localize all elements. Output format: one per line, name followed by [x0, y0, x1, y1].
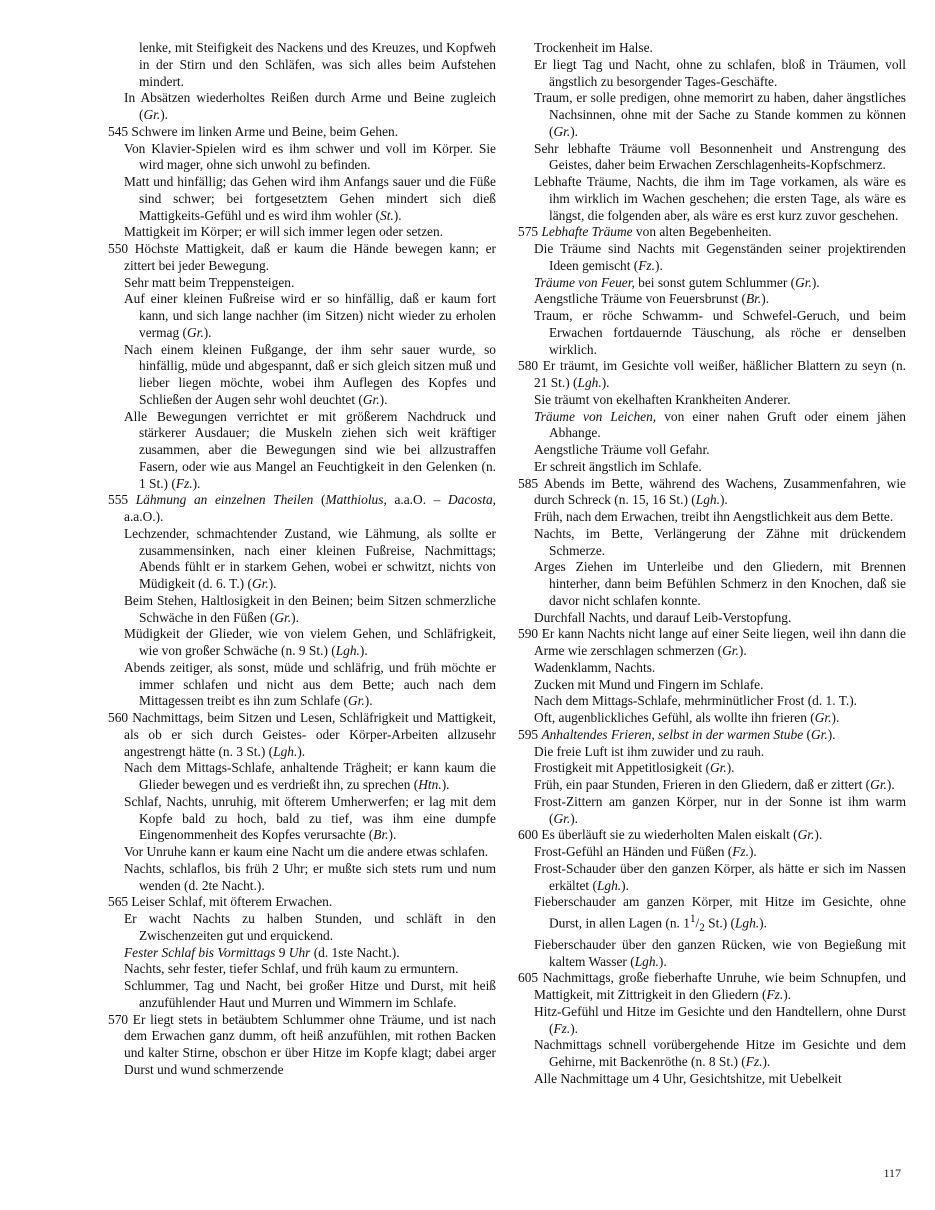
entry-text: Wadenklamm, Nachts. — [534, 659, 656, 675]
entry-text: Durchfall Nachts, und darauf Leib-Verstopfung. — [534, 609, 792, 625]
entry-text: Schlummer, Tag und Nacht, bei großer Hitze und Durst, mit heiß anzufühlender Haut und Murren und Wimmern im Schlafe. — [124, 978, 496, 1010]
entry-text: Sehr matt beim Treppensteigen. — [124, 274, 295, 290]
entry-text: Nachts, schlaflos, bis früh 2 Uhr; er mußte sich stets rum und num wenden (d. 2te Nacht.). — [124, 860, 496, 893]
entry-text: Trockenheit im Halse. — [534, 40, 653, 55]
entry-text: Frost-Zittern am ganzen Körper, nur in der Sonne ist ihm warm (Gr.). — [534, 793, 906, 826]
entry-text: Träume von Feuer, bei sonst gutem Schlummer (Gr.). — [534, 274, 820, 290]
entry-text: Traum, er röche Schwamm- und Schwefel-Geruch, und beim Erwachen fortdauernde Täuschung, als röche er denselben wirklich. — [534, 308, 906, 357]
numbered-entry: 580 Er träumt, im Gesichte voll weißer, häßlicher Blattern zu seyn (n. 21 St.) (Lgh.). — [518, 358, 906, 390]
entry-text: Er liegt Tag und Nacht, ohne zu schlafen, bloß in Träumen, voll ängstlich zu besorgender Tages-Geschäfte. — [534, 56, 906, 89]
entry-text: Aengstliche Träume von Feuersbrunst (Br.). — [534, 291, 770, 307]
entry-text: Von Klavier-Spielen wird es ihm schwer und voll im Körper. Sie wird mager, ohne sich unwohl zu befinden. — [124, 140, 496, 173]
entry-text: Nach dem Mittags-Schlafe, anhaltende Trägheit; er kann kaum die Glieder bewegen und es verdrießt ihn, zu sprechen (Htn.). — [124, 760, 496, 792]
numbered-entry: 550 Höchste Mattigkeit, daß er kaum die Hände bewegen kann; er zittert bei jeder Bewegung. — [108, 241, 496, 273]
numbered-entry: 570 Er liegt stets in betäubtem Schlummer ohne Träume, und ist nach dem Erwachen ganz dumm, oft heiß anzufühlen, mit rothen Backen und kalter Stirne, obschon er über Hitze im Kopfe klagt; dabei arger Durst und wund schmerzende — [108, 1011, 496, 1077]
entry-text: Arges Ziehen im Unterleibe und den Gliedern, mit Brennen hinterher, dann beim Befühlen Schmerz in den Knochen, daß sie davor nicht schlafen konnte. — [534, 559, 906, 608]
entry-text: Frostigkeit mit Appetitlosigkeit (Gr.). — [534, 760, 735, 776]
entry-text: Die Träume sind Nachts mit Gegenständen seiner projektirenden Ideen gemischt (Fz.). — [534, 241, 906, 273]
numbered-entry: 590 Er kann Nachts nicht lange auf einer Seite liegen, weil ihn dann die Arme wie zerschlagen schmerzen (Gr.). — [518, 626, 906, 658]
entry-text: Oft, augenblickliches Gefühl, als wollte ihn frieren (Gr.). — [534, 710, 840, 725]
entry-text: Frost-Schauder über den ganzen Körper, als hätte er sich im Nassen erkältet (Lgh.). — [534, 860, 906, 893]
entry-text: Beim Stehen, Haltlosigkeit in den Beinen; beim Sitzen schmerzliche Schwäche in den Füßen (Gr.). — [124, 592, 496, 625]
entry-text: Die freie Luft ist ihm zuwider und zu rauh. — [534, 743, 765, 759]
entry-text: Aengstliche Träume voll Gefahr. — [534, 442, 710, 457]
entry-text: Vor Unruhe kann er kaum eine Nacht um die andere etwas schlafen. — [124, 844, 489, 859]
entry-text: Alle Nachmittage um 4 Uhr, Gesichtshitze, mit Uebelkeit — [534, 1070, 842, 1086]
entry-text: Er schreit ängstlich im Schlafe. — [534, 458, 702, 474]
numbered-entry: 545 Schwere im linken Arme und Beine, beim Gehen. — [108, 123, 399, 139]
numbered-entry: 600 Es überläuft sie zu wiederholten Malen eiskalt (Gr.). — [518, 827, 823, 843]
entry-text: Hitz-Gefühl und Hitze im Gesichte und den Handtellern, ohne Durst (Fz.). — [534, 1003, 906, 1036]
numbered-entry: 595 Anhaltendes Frieren, selbst in der warmen Stube (Gr.). — [518, 726, 836, 742]
entry-text: Nach dem Mittags-Schlafe, mehrminütlicher Frost (d. 1. T.). — [534, 693, 858, 709]
entry-text: Fieberschauder am ganzen Körper, mit Hitze im Gesichte, ohne Durst, in allen Lagen (n. $1^1/_2$ St.) (Lgh.). — [534, 894, 906, 935]
entry-text: Zucken mit Mund und Fingern im Schlafe. — [534, 676, 764, 692]
entry-text: Auf einer kleinen Fußreise wird er so hinfällig, daß er kaum fort kann, und sich lange nachher (im Sitzen) nicht wieder zu erholen vermag (Gr.). — [124, 291, 496, 340]
entry-text: Nachts, im Bette, Verlängerung der Zähne mit drückendem Schmerze. — [534, 525, 906, 558]
entry-text: Nachts, sehr fester, tiefer Schlaf, und früh kaum zu ermuntern. — [124, 961, 459, 977]
numbered-entry: 555 Lähmung an einzelnen Theilen (Matthiolus, a.a.O. – Dacosta, a.a.O.). — [108, 492, 497, 524]
entry-text: Träume von Leichen, von einer nahen Gruft oder einem jähen Abhange. — [534, 408, 906, 441]
entry-text: Frost-Gefühl an Händen und Füßen (Fz.). — [534, 844, 757, 859]
entry-text: lenke, mit Steifigkeit des Nackens und des Kreuzes, und Kopfweh in der Stirn und den Schläfen, was sich alles beim Aufstehen mindert. — [139, 40, 496, 89]
numbered-entry: 565 Leiser Schlaf, mit öfterem Erwachen. — [108, 894, 333, 910]
entry-text: Früh, nach dem Erwachen, treibt ihn Aengstlichkeit aus dem Bette. — [534, 509, 894, 524]
entry-text: Müdigkeit der Glieder, wie von vielem Gehen, und Schläfrigkeit, wie von großer Schwäche (n. 9 St.) (Lgh.). — [124, 626, 496, 658]
entry-text: Fester Schlaf bis Vormittags 9 Uhr (d. 1ste Nacht.). — [124, 944, 400, 960]
entry-text: Er wacht Nachts zu halben Stunden, und schläft in den Zwischenzeiten gut und erquickend. — [124, 911, 496, 943]
entry-text: In Absätzen wiederholtes Reißen durch Arme und Beine zugleich (Gr.). — [124, 90, 496, 122]
numbered-entry: 575 Lebhafte Träume von alten Begebenheiten. — [518, 224, 772, 240]
numbered-entry: 585 Abends im Bette, während des Wachens, Zusammenfahren, wie durch Schreck (n. 15, 16 St.) (Lgh.). — [518, 475, 906, 508]
numbered-entry: 605 Nachmittags, große fieberhafte Unruhe, wie beim Schnupfen, und Mattigkeit, mit Zittrigkeit in den Gliedern (Fz.). — [518, 970, 906, 1003]
entry-text: Nach einem kleinen Fußgange, der ihm sehr sauer wurde, so hinfällig, müde und abgespannt, daß er sich gleich sitzen muß und lieber liegen möchte, wobei ihm Auflegen des Kopfes und Schließen der Augen sehr wohl deuchtet (Gr.). — [124, 341, 496, 407]
left-column — [108, 40, 496, 1079]
entry-text: Schlaf, Nachts, unruhig, mit öfterem Umherwerfen; er lag mit dem Kopfe bald zu hoch, bald zu tief, was ihm eine dumpfe Eingenommenheit des Kopfes verursachte (Br.). — [124, 793, 496, 843]
entry-text: Alle Bewegungen verrichtet er mit größerem Nachdruck und stärkerer Ausdauer; die Muskeln ziehen sich weit kräftiger zusammen, aber die Bewegungen sind wie bei allzustraffen Fasern, oder wie aus Mangel an Feuchtigkeit in den Gelenken (n. 1 St.) (Fz.). — [124, 408, 496, 491]
entry-text: Lebhafte Träume, Nachts, die ihm im Tage vorkamen, als wäre es ihm wirklich im Wachen geschehen; die ersten Tage, als wäre es längst, die folgenden aber, als wäre es erst kurz zuvor geschehen. — [534, 174, 906, 223]
entry-text: Sie träumt von ekelhaften Krankheiten Anderer. — [534, 391, 791, 407]
page-number: 117 — [883, 1166, 901, 1180]
entry-text: Sehr lebhafte Träume voll Besonnenheit und Anstrengung des Geistes, daher beim Erwachen Zerschlagenheits-Kopfschmerz. — [534, 140, 906, 173]
entry-text: Traum, er solle predigen, ohne memorirt zu haben, daher ängstliches Nachsinnen, ohne mit der Sache zu Stande kommen zu können (Gr.). — [534, 90, 906, 139]
entry-text: Matt und hinfällig; das Gehen wird ihm Anfangs sauer und die Füße sind schwer; bei fortgesetztem Gehen mindert sich dieß Mattigkeits-Gefühl und es wird ihm wohler (St.). — [124, 174, 496, 223]
entry-text: Früh, ein paar Stunden, Frieren in den Gliedern, daß er zittert (Gr.). — [534, 777, 895, 792]
numbered-entry: 560 Nachmittags, beim Sitzen und Lesen, Schläfrigkeit und Mattigkeit, als ob er sich durch Geistes- oder Körper-Arbeiten allzusehr angestrengt hätte (n. 3 St.) (Lgh.). — [108, 710, 496, 759]
entry-text: Abends zeitiger, als sonst, müde und schläfrig, und früh möchte er immer schlafen und nicht aus dem Bette; auch nach dem Mittagessen treibt es ihn zum Schlafe (Gr.). — [124, 659, 496, 709]
entry-text: Fieberschauder über den ganzen Rücken, wie von Begießung mit kaltem Wasser (Lgh.). — [534, 936, 906, 969]
right-column — [518, 40, 906, 1088]
entry-text: Mattigkeit im Körper; er will sich immer legen oder setzen. — [124, 224, 444, 240]
entry-text: Lechzender, schmachtender Zustand, wie Lähmung, als sollte er zusammensinken, nach einer kleinen Fußreise, Nachmittags; Abends fühlt er in starkem Gehen, wobei er schwitzt, nichts von Müdigkeit (d. 6. T.) (Gr.). — [124, 525, 496, 591]
entry-text: Nachmittags schnell vorübergehende Hitze im Gesichte und dem Gehirne, mit Backenröthe (n. 8 St.) (Fz.). — [534, 1037, 906, 1070]
